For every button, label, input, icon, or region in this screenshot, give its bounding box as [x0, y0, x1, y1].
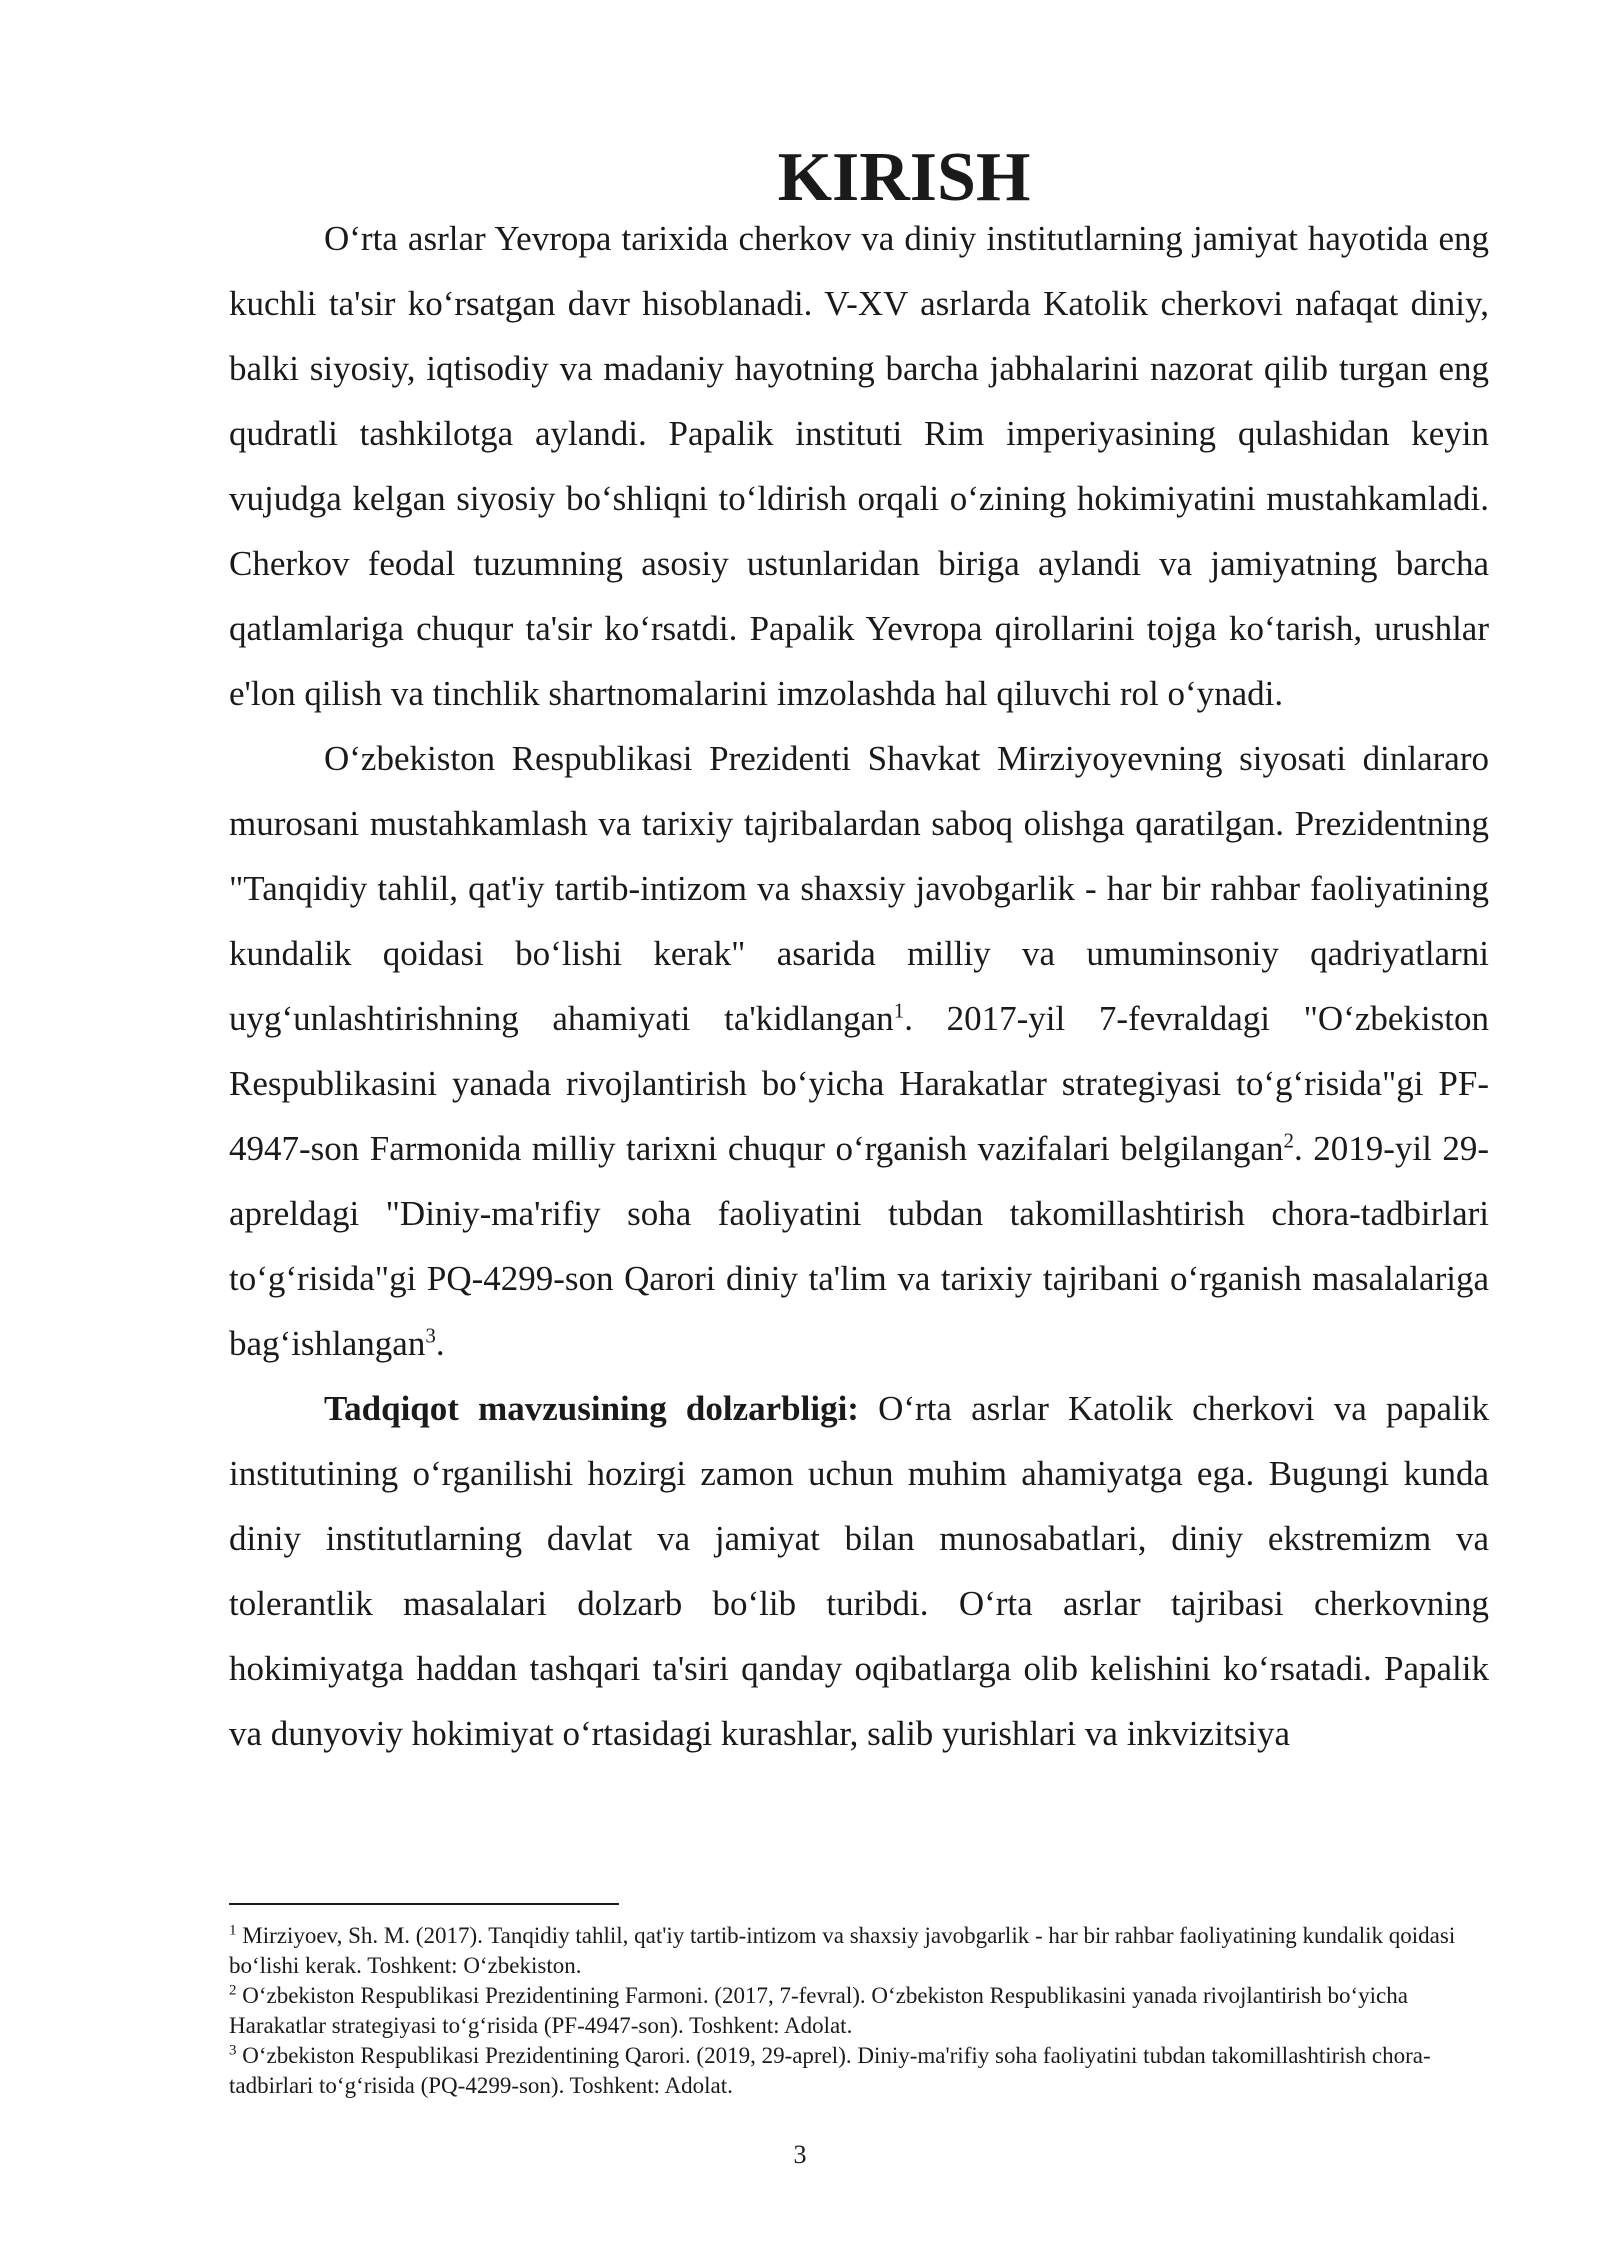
footnote-ref-3[interactable]: 3	[425, 1323, 436, 1348]
footnote-number: 3	[229, 2042, 237, 2059]
footnote-2	[229, 1981, 1489, 2041]
relevance-lead: Tadqiqot mavzusining dolzarbligi:	[324, 1389, 859, 1428]
paragraph-policy-text: . 2019-yil 29-apreldagi "Diniy-ma'rifiy soha faoliyatini tubdan takomillashtirish chora-tadbirlari to‘g‘risida"gi PQ-4299-son Qarori diniy ta'lim va tarixiy tajribani o‘rganish masalalariga bag‘ishlangan	[229, 1129, 1489, 1363]
main-text	[229, 139, 1489, 1766]
paragraph-policy-text: O‘zbekiston Respublikasi Prezidenti Shavkat Mirziyoyevning siyosati dinlararo murosani mustahkamlash va tarixiy tajribalardan saboq olishga qaratilgan. Prezidentning "Tanqidiy tahlil, qat'iy tartib-intizom va shaxsiy javobgarlik - har bir rahbar faoliyatining kundalik qoidasi bo‘lishi kerak" asarida milliy va umuminsoniy qadriyatlarni uyg‘unlashtirishning ahamiyati ta'kidlangan	[229, 739, 1489, 1038]
paragraph-intro: O‘rta asrlar Yevropa tarixida cherkov va diniy institutlarning jamiyat hayotida eng kuchli ta'sir ko‘rsatgan davr hisoblanadi. V-XV asrlarda Katolik cherkovi nafaqat diniy, balki siyosiy, iqtisodiy va madaniy hayotning barcha jabhalarini nazorat qilib turgan eng qudratli tashkilotga aylandi. Papalik instituti Rim imperiyasining qulashidan keyin vujudga kelgan siyosiy bo‘shliqni to‘ldirish orqali o‘zining hokimiyatini mustahkamladi. Cherkov feodal tuzumning asosiy ustunlaridan biriga aylandi va jamiyatning barcha qatlamlariga chuqur ta'sir ko‘rsatdi. Papalik Yevropa qirollarini tojga ko‘tarish, urushlar e'lon qilish va tinchlik shartnomalarini imzolashda hal qiluvchi rol o‘ynadi.	[229, 219, 1489, 713]
relevance-text: O‘rta asrlar Katolik cherkovi va papalik institutining o‘rganilishi hozirgi zamon uchun muhim ahamiyatga ega. Bugungi kunda diniy institutlarning davlat va jamiyat bilan munosabatlari, diniy ekstremizm va tolerantlik masalalari dolzarb bo‘lib turibdi. O‘rta asrlar tajribasi cherkovning hokimiyatga haddan tashqari ta'siri qanday oqibatlarga olib kelishini ko‘rsatadi. Papalik va dunyoviy hokimiyat o‘rtasidagi kurashlar, salib yurishlari va inkvizitsiya	[229, 1389, 1489, 1753]
footnote-1	[229, 1921, 1489, 1981]
paragraph-policy-text: .	[435, 1324, 445, 1363]
footnote-separator	[229, 1903, 619, 1905]
paragraph-policy	[229, 726, 1489, 1376]
footnote-text: O‘zbekiston Respublikasi Prezidentining Farmoni. (2017, 7-fevral). O‘zbekiston Respublikasini yanada rivojlantirish bo‘yicha Harakatlar strategiyasi to‘g‘risida (PF-4947-son). Toshkent: Adolat.	[229, 1983, 1408, 2038]
paragraph-policy-text: . 2017-yil 7-fevraldagi "O‘zbekiston Respublikasini yanada rivojlantirish bo‘yicha Harakatlar strategiyasi to‘g‘risida"gi PF-4947-son Farmonida milliy tarixni chuqur o‘rganish vazifalari belgilangan	[229, 999, 1489, 1168]
page-number: 3	[793, 2140, 807, 2169]
paragraph-relevance	[229, 1376, 1489, 1766]
footnote-3	[229, 2041, 1489, 2101]
footnote-ref-1[interactable]: 1	[893, 998, 905, 1023]
footnote-ref-2[interactable]: 2	[1283, 1128, 1294, 1153]
footnote-text: Mirziyoev, Sh. M. (2017). Tanqidiy tahlil, qat'iy tartib-intizom va shaxsiy javobgarlik - har bir rahbar faoliyatining kundalik qoidasi bo‘lishi kerak. Toshkent: O‘zbekiston.	[229, 1923, 1456, 1978]
footnotes	[229, 1921, 1489, 2101]
footnote-number: 1	[229, 1922, 237, 1939]
footnote-text: O‘zbekiston Respublikasi Prezidentining Qarori. (2019, 29-aprel). Diniy-ma'rifiy soha faoliyatini tubdan takomillashtirish chora-tadbirlari to‘g‘risida (PQ-4299-son). Toshkent: Adolat.	[229, 2043, 1431, 2098]
footnote-number: 2	[229, 1982, 237, 1999]
section-heading: KIRISH	[777, 139, 1031, 216]
